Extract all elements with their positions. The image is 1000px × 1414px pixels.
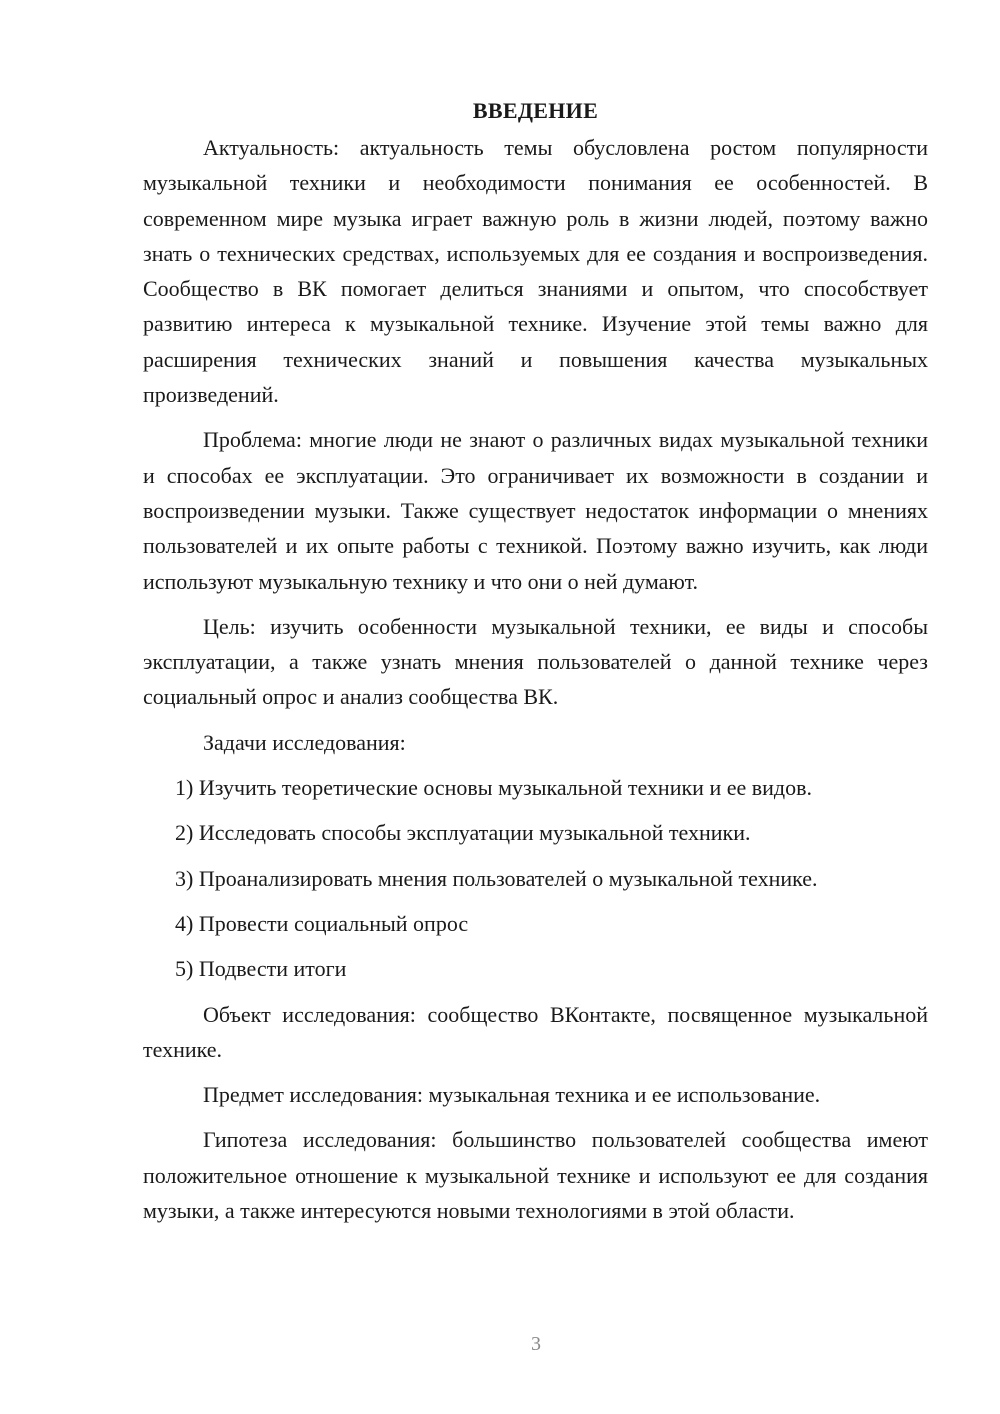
task-item: 3) Проанализировать мнения пользователей о музыкальной технике. — [175, 865, 818, 891]
task-item: 5) Подвести итоги — [175, 956, 347, 982]
page-number: 3 — [531, 1333, 541, 1355]
tasks-heading: Задачи исследования: — [203, 729, 406, 755]
paragraph-subject: Предмет исследования: музыкальная техника и ее использование. — [203, 1082, 821, 1108]
task-item: 2) Исследовать способы эксплуатации музыкальной техники. — [175, 820, 751, 846]
paragraph-object: Объект исследования: сообщество ВКонтакте, посвященное музыкальной технике. — [143, 1001, 928, 1062]
paragraph-hypothesis: Гипотеза исследования: большинство пользователей сообщества имеют положительное отношение к музыкальной технике и используют ее для создания музыки, а также интересуются новыми технологиями в этой области. — [143, 1127, 928, 1224]
task-item: 1) Изучить теоретические основы музыкальной техники и ее видов. — [175, 775, 812, 801]
paragraph-relevance: Актуальность: актуальность темы обусловлена ростом популярности музыкальной техники и необходимости понимания ее особенностей. В современном мире музыка играет важную роль в жизни людей, поэтому важно знать о технических средствах, используемых для ее создания и воспроизведения. Сообщество в ВК помогает делиться знаниями и опытом, что способствует развитию интереса к музыкальной технике. Изучение этой темы важно для расширения технических знаний и повышения качества музыкальных произведений. — [143, 135, 928, 408]
paragraph-goal: Цель: изучить особенности музыкальной техники, ее виды и способы эксплуатации, а также узнать мнения пользователей о данной технике через социальный опрос и анализ сообщества ВК. — [143, 613, 928, 710]
page-title: ВВЕДЕНИЕ — [472, 98, 599, 123]
tasks-list — [143, 770, 928, 986]
document-page — [143, 92, 928, 1238]
task-item: 4) Провести социальный опрос — [175, 910, 469, 936]
paragraph-problem: Проблема: многие люди не знают о различных видах музыкальной техники и способах ее эксплуатации. Это ограничивает их возможности в создании и воспроизведении музыки. Также существует недостаток информации о мнениях пользователей и их опыте работы с техникой. Поэтому важно изучить, как люди используют музыкальную технику и что они о ней думают. — [143, 427, 928, 594]
